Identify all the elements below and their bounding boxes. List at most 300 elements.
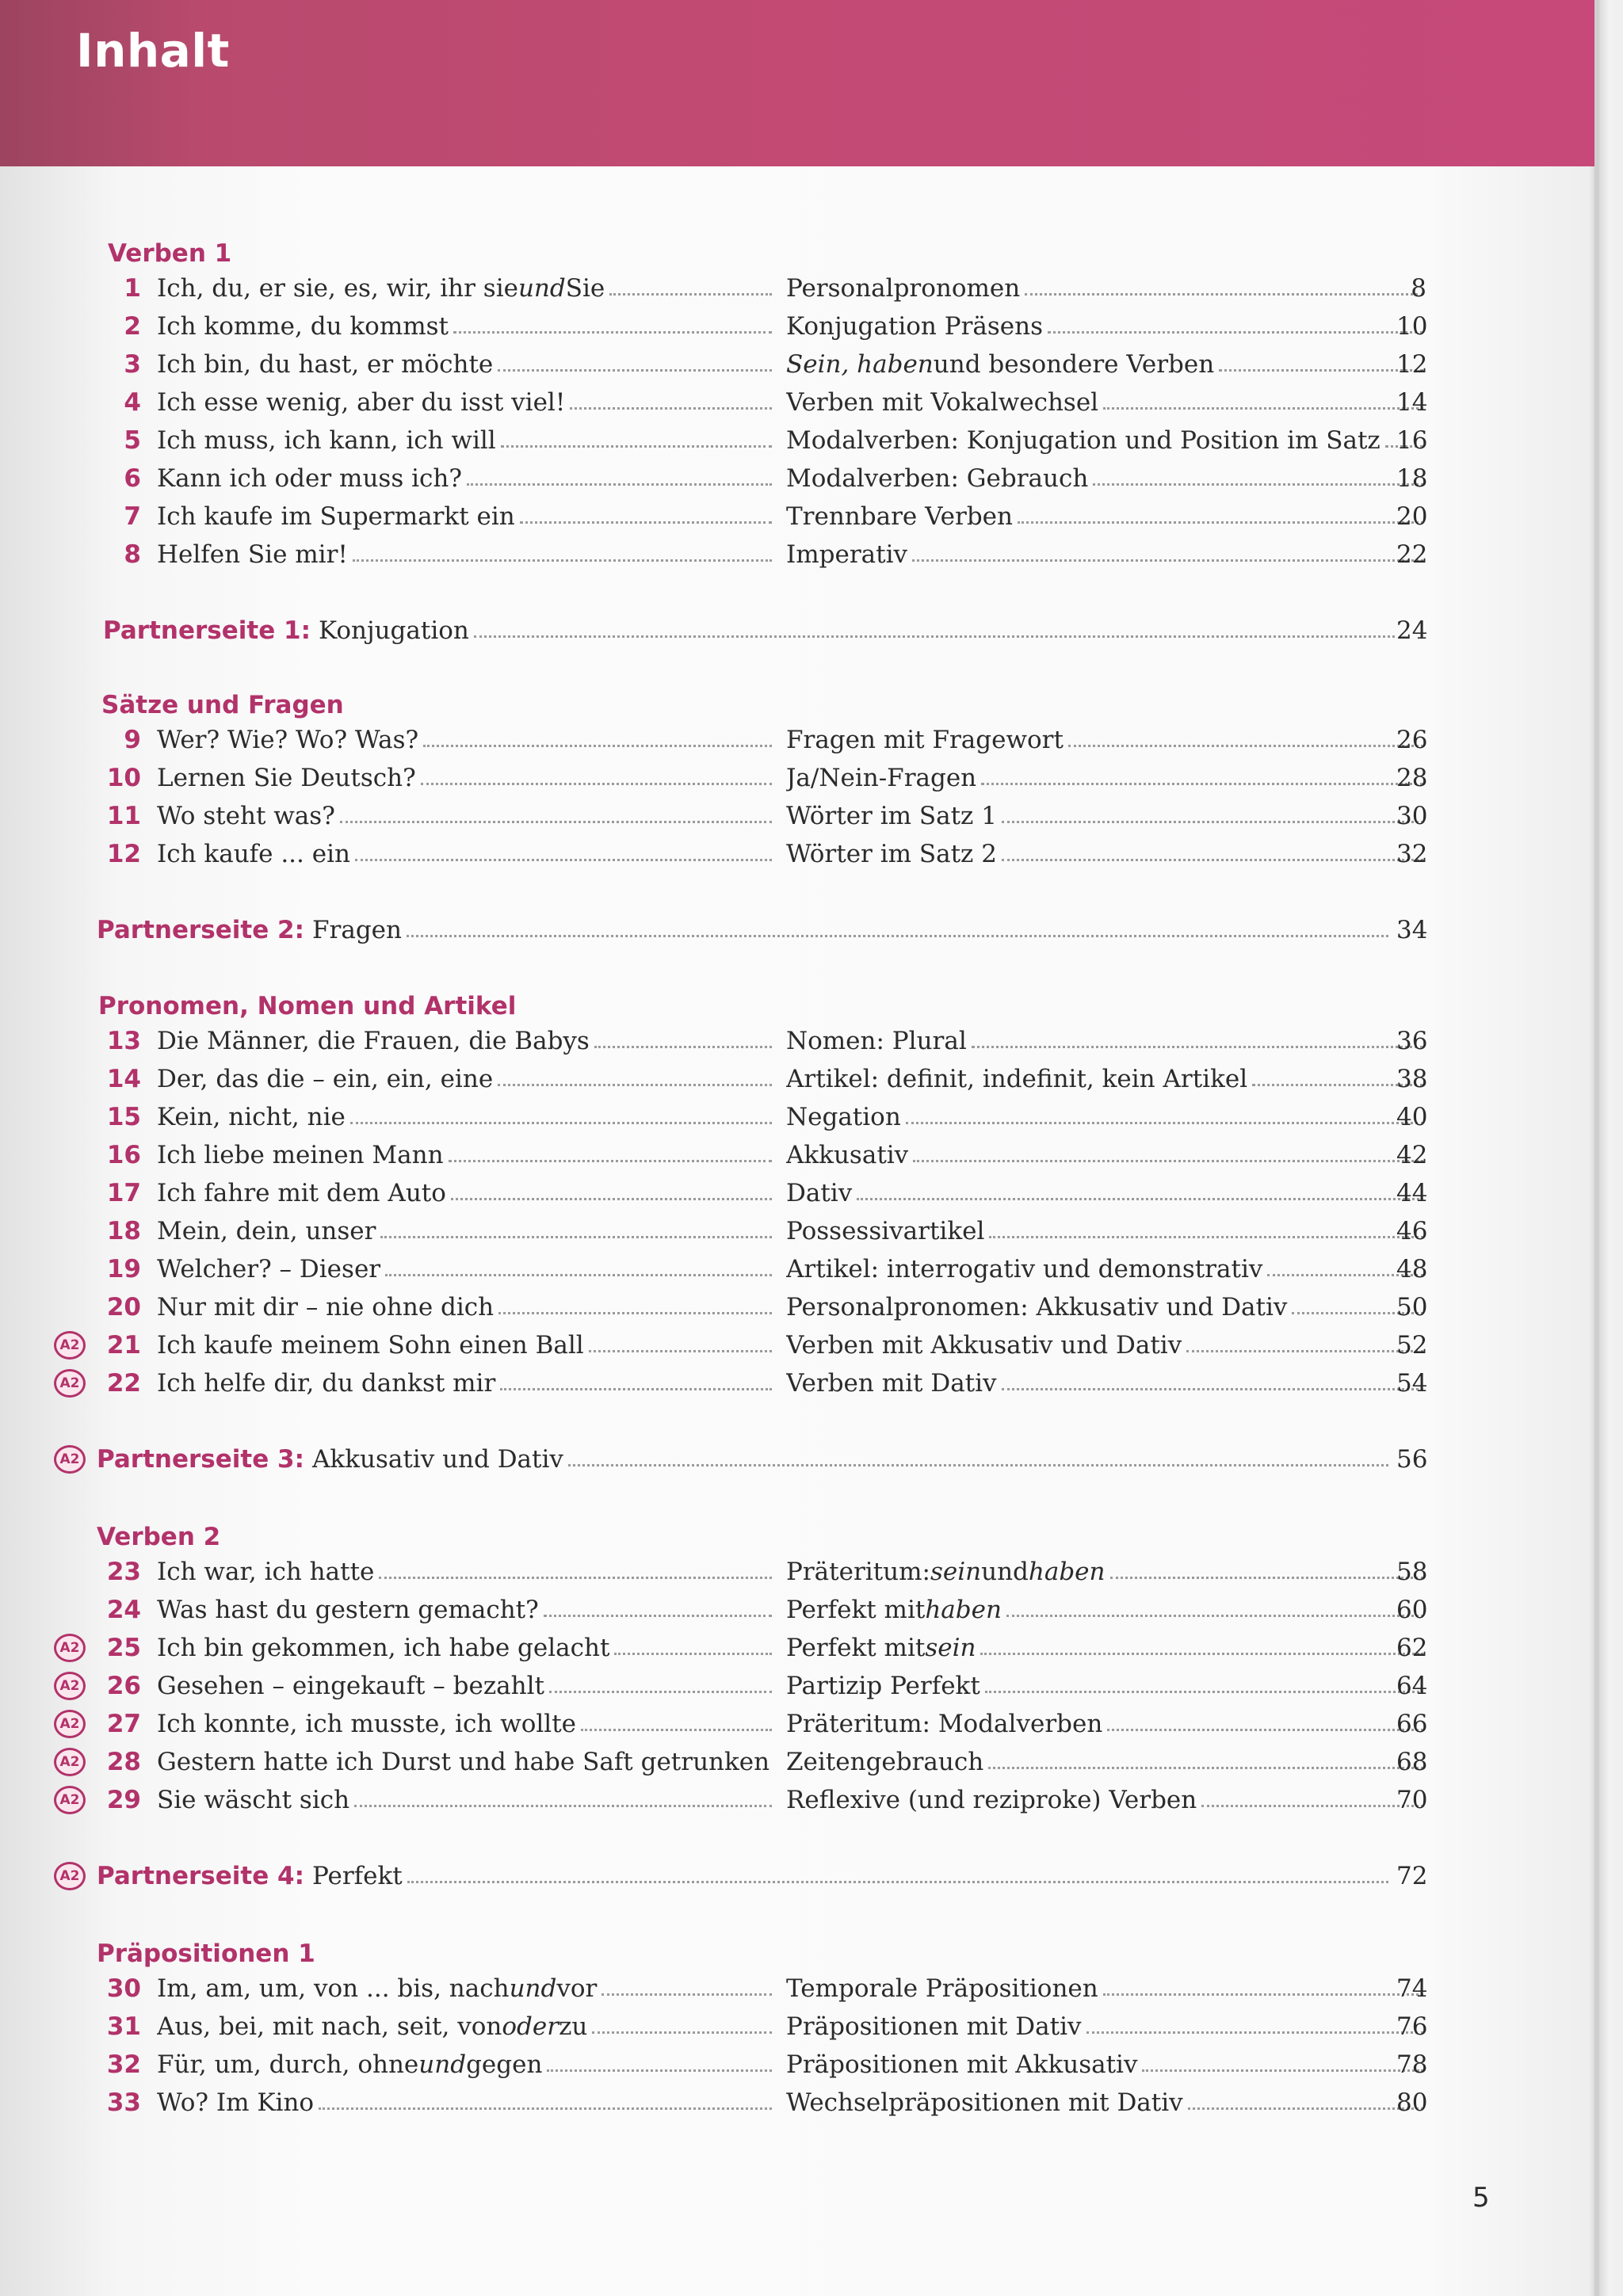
text-run: Zeitengebrauch — [786, 1748, 984, 1776]
text-run: Wörter im Satz 2 — [786, 840, 997, 868]
partner-topic: Konjugation — [319, 616, 469, 645]
dot-leader — [350, 1098, 772, 1124]
dot-leader — [568, 1440, 1388, 1466]
dot-leader — [980, 1629, 1423, 1655]
entry-topic — [157, 835, 775, 873]
entry-number: 27 — [106, 1710, 141, 1738]
entry-number: 32 — [106, 2050, 141, 2079]
dot-leader — [913, 1136, 1423, 1162]
entry-grammar — [786, 1250, 1426, 1288]
entry-page-number: 12 — [1396, 350, 1428, 379]
entry-page-number: 70 — [1396, 1786, 1428, 1814]
entry-number: 7 — [124, 502, 141, 531]
dot-leader — [1093, 460, 1423, 486]
text-run: Ich war, ich hatte — [157, 1558, 375, 1586]
a2-level-badge: A2 — [54, 1634, 86, 1662]
entry-page-number: 8 — [1411, 274, 1426, 303]
entry-topic — [157, 1970, 775, 2008]
text-run: Ich kaufe meinem Sohn einen Ball — [157, 1331, 584, 1360]
dot-leader — [981, 759, 1423, 785]
text-run: Personalpronomen: Akkusativ und Dativ — [786, 1293, 1288, 1322]
text-run: Die Männer, die Frauen, die Babys — [157, 1027, 590, 1055]
entry-topic — [157, 1098, 775, 1136]
entry-grammar — [786, 460, 1426, 498]
toc-entry[interactable] — [0, 759, 1623, 797]
dot-leader — [498, 1288, 772, 1314]
partner-label: Partnerseite 2: — [97, 916, 305, 944]
entry-page-number: 60 — [1396, 1596, 1428, 1624]
dot-leader — [1086, 2008, 1424, 2034]
entry-topic — [157, 1629, 775, 1667]
a2-level-badge: A2 — [54, 1672, 86, 1700]
dot-leader — [985, 1667, 1423, 1693]
entry-grammar — [786, 1174, 1426, 1212]
dot-leader — [1110, 1553, 1424, 1579]
text-run-italic: Sein, haben — [786, 350, 934, 379]
entry-topic — [157, 2046, 775, 2084]
toc-entry[interactable] — [0, 2008, 1623, 2046]
entry-page-number: 54 — [1396, 1369, 1428, 1398]
entry-page-number: 48 — [1396, 1255, 1428, 1283]
text-run: zu — [559, 2012, 588, 2041]
dot-leader — [972, 1022, 1423, 1048]
dot-leader — [544, 1591, 772, 1617]
entry-grammar — [786, 269, 1426, 307]
text-run: vor — [556, 1974, 598, 2003]
toc-entry[interactable] — [0, 1326, 1623, 1364]
text-run: Possessivartikel — [786, 1217, 985, 1245]
entry-number: 1 — [124, 274, 141, 303]
toc-entry[interactable] — [0, 1667, 1623, 1705]
text-run: Ich kaufe ... ein — [157, 840, 350, 868]
entry-grammar — [786, 1591, 1426, 1629]
text-run: Perfekt mit — [786, 1596, 926, 1624]
text-run: Kein, nicht, nie — [157, 1103, 346, 1131]
entry-grammar — [786, 2046, 1426, 2084]
dot-leader — [549, 1667, 772, 1693]
dot-leader — [1025, 269, 1423, 296]
partner-line — [97, 911, 1428, 949]
text-run: Präpositionen mit Akkusativ — [786, 2050, 1138, 2079]
entry-topic — [157, 383, 775, 421]
text-run: Reflexive (und reziproke) Verben — [786, 1786, 1197, 1814]
entry-grammar — [786, 759, 1426, 797]
entry-grammar — [786, 721, 1426, 759]
text-run-italic: oder — [502, 2012, 559, 2041]
a2-level-badge: A2 — [54, 1369, 86, 1398]
toc-entry[interactable] — [0, 1288, 1623, 1326]
entry-number: 5 — [124, 426, 141, 455]
toc-entry[interactable] — [0, 1364, 1623, 1402]
text-run: Wechselpräpositionen mit Dativ — [786, 2088, 1183, 2117]
dot-leader — [988, 1743, 1423, 1769]
entry-page-number: 58 — [1396, 1558, 1428, 1586]
entry-topic — [157, 269, 775, 307]
toc-entry[interactable] — [0, 536, 1623, 574]
entry-grammar — [786, 421, 1426, 460]
toc-entry[interactable] — [0, 2084, 1623, 2122]
dot-leader — [319, 2084, 772, 2110]
text-run: Sie wäscht sich — [157, 1786, 350, 1814]
text-run: Aus, bei, mit nach, seit, von — [157, 2012, 502, 2041]
entry-page-number: 50 — [1396, 1293, 1428, 1322]
a2-level-badge: A2 — [54, 1710, 86, 1738]
entry-topic — [157, 1667, 775, 1705]
dot-leader — [379, 1553, 772, 1579]
text-run: Nomen: Plural — [786, 1027, 967, 1055]
dot-leader — [453, 307, 772, 334]
entry-page-number: 18 — [1396, 464, 1428, 493]
dot-leader — [1103, 383, 1423, 410]
text-run: Ich helfe dir, du dankst mir — [157, 1369, 496, 1398]
text-run: Welcher? – Dieser — [157, 1255, 381, 1283]
text-run-italic: haben — [1028, 1558, 1106, 1586]
dot-leader — [989, 1212, 1423, 1238]
dot-leader — [1186, 1326, 1423, 1352]
entry-topic — [157, 759, 775, 797]
text-run: Ich muss, ich kann, ich will — [157, 426, 496, 455]
toc-entry[interactable] — [0, 1553, 1623, 1591]
entry-number: 15 — [106, 1103, 141, 1131]
toc-entry[interactable] — [0, 1705, 1623, 1743]
text-run: Artikel: definit, indefinit, kein Artikel — [786, 1065, 1248, 1093]
a2-level-badge: A2 — [54, 1862, 86, 1890]
partner-page-entry[interactable] — [0, 1857, 1623, 1895]
entry-grammar — [786, 498, 1426, 536]
text-run-italic: haben — [925, 1596, 1002, 1624]
entry-page-number: 74 — [1396, 1974, 1428, 2003]
text-run: Ich komme, du kommst — [157, 312, 449, 341]
entry-page-number: 42 — [1396, 1141, 1428, 1169]
entry-grammar — [786, 797, 1426, 835]
entry-number: 31 — [106, 2012, 141, 2041]
toc-entry[interactable] — [0, 1098, 1623, 1136]
entry-page-number: 30 — [1396, 802, 1428, 830]
text-run: Im, am, um, von ... bis, nach — [157, 1974, 510, 2003]
dot-leader — [1068, 721, 1423, 747]
dot-leader — [500, 1364, 772, 1390]
dot-leader — [1006, 1591, 1423, 1617]
entry-grammar — [786, 2084, 1426, 2122]
text-run: Ich kaufe im Supermarkt ein — [157, 502, 515, 531]
entry-number: 10 — [106, 764, 141, 792]
text-run: Ich bin, du hast, er möchte — [157, 350, 494, 379]
dot-leader — [1103, 1970, 1423, 1996]
dot-leader — [474, 612, 1395, 638]
text-run-italic: und — [509, 1974, 557, 2003]
entry-number: 28 — [106, 1748, 141, 1776]
text-run: Ich, du, er sie, es, wir, ihr sie — [157, 274, 518, 303]
dot-leader — [1002, 835, 1423, 861]
toc-entry[interactable] — [0, 498, 1623, 536]
dot-leader — [912, 536, 1423, 562]
toc-entry[interactable] — [0, 269, 1623, 307]
a2-level-badge: A2 — [54, 1786, 86, 1814]
entry-number: 22 — [106, 1369, 141, 1398]
entry-topic — [157, 1212, 775, 1250]
toc-entry[interactable] — [0, 383, 1623, 421]
entry-grammar — [786, 536, 1426, 574]
entry-page-number: 52 — [1396, 1331, 1428, 1360]
entry-number: 6 — [124, 464, 141, 493]
entry-page-number: 20 — [1396, 502, 1428, 531]
partner-topic: Akkusativ und Dativ — [312, 1445, 563, 1474]
entry-topic — [157, 1022, 775, 1060]
text-run: gegen — [466, 2050, 543, 2079]
entry-number: 24 — [106, 1596, 141, 1624]
entry-topic — [157, 536, 775, 574]
entry-grammar — [786, 1705, 1426, 1743]
dot-leader — [594, 1022, 772, 1048]
entry-topic — [157, 1553, 775, 1591]
partner-topic: Fragen — [312, 916, 402, 944]
entry-page-number: 64 — [1396, 1672, 1428, 1700]
partner-label: Partnerseite 4: — [97, 1862, 305, 1890]
text-run: Helfen Sie mir! — [157, 540, 348, 569]
toc-entry[interactable] — [0, 1781, 1623, 1819]
text-run: Gesehen – eingekauft – bezahlt — [157, 1672, 544, 1700]
dot-leader — [467, 460, 772, 486]
dot-leader — [1188, 2084, 1423, 2110]
entry-number: 20 — [106, 1293, 141, 1322]
dot-leader — [1142, 2046, 1423, 2072]
toc-entry[interactable] — [0, 345, 1623, 383]
partner-page-number: 56 — [1396, 1445, 1428, 1474]
dot-leader — [1002, 797, 1423, 823]
dot-leader — [449, 1136, 772, 1162]
dot-leader — [385, 1250, 772, 1276]
entry-number: 4 — [124, 388, 141, 417]
toc-entry[interactable] — [0, 1250, 1623, 1288]
text-run: Kann ich oder muss ich? — [157, 464, 462, 493]
entry-number: 9 — [124, 726, 141, 754]
dot-leader — [355, 835, 772, 861]
toc-entry[interactable] — [0, 797, 1623, 835]
toc-entry[interactable] — [0, 1212, 1623, 1250]
entry-grammar — [786, 1060, 1426, 1098]
entry-page-number: 76 — [1396, 2012, 1428, 2041]
entry-number: 25 — [106, 1634, 141, 1662]
entry-topic — [157, 1136, 775, 1174]
toc-entry[interactable] — [0, 835, 1623, 873]
partner-page-number: 24 — [1396, 616, 1428, 645]
section-title: Verben 1 — [108, 239, 232, 268]
text-run: Wo steht was? — [157, 802, 335, 830]
entry-page-number: 40 — [1396, 1103, 1428, 1131]
dot-leader — [547, 2046, 772, 2072]
entry-number: 11 — [106, 802, 141, 830]
text-run: Artikel: interrogativ und demonstrativ — [786, 1255, 1263, 1283]
a2-level-badge: A2 — [54, 1748, 86, 1776]
dot-leader — [589, 1326, 772, 1352]
entry-topic — [157, 1250, 775, 1288]
entry-topic — [157, 2008, 775, 2046]
entry-number: 13 — [106, 1027, 141, 1055]
text-run: Nur mit dir – nie ohne dich — [157, 1293, 495, 1322]
entry-number: 8 — [124, 540, 141, 569]
partner-topic: Perfekt — [312, 1862, 403, 1890]
partner-label: Partnerseite 3: — [97, 1445, 305, 1474]
text-run: Verben mit Akkusativ und Dativ — [786, 1331, 1182, 1360]
text-run: Ich liebe meinen Mann — [157, 1141, 444, 1169]
partner-line — [103, 612, 1431, 650]
entry-number: 26 — [106, 1672, 141, 1700]
dot-leader — [1107, 1705, 1423, 1731]
a2-level-badge: A2 — [54, 1331, 86, 1360]
entry-page-number: 68 — [1396, 1748, 1428, 1776]
text-run: Imperativ — [786, 540, 908, 569]
entry-grammar — [786, 1288, 1426, 1326]
partner-page-entry[interactable] — [0, 911, 1623, 949]
entry-page-number: 28 — [1396, 764, 1428, 792]
toc-entry[interactable] — [0, 1629, 1623, 1667]
entry-number: 16 — [106, 1141, 141, 1169]
entry-grammar — [786, 1781, 1426, 1819]
page-number: 5 — [1472, 2182, 1490, 2214]
toc-entry[interactable] — [0, 307, 1623, 345]
toc-entry[interactable] — [0, 721, 1623, 759]
entry-topic — [157, 1288, 775, 1326]
entry-topic — [157, 2084, 775, 2122]
text-run: und besondere Verben — [933, 350, 1215, 379]
dot-leader — [1018, 498, 1423, 524]
text-run: Akkusativ — [786, 1141, 909, 1169]
dot-leader — [592, 2008, 772, 2034]
toc-entry[interactable] — [0, 1022, 1623, 1060]
entry-topic — [157, 421, 775, 460]
dot-leader — [451, 1174, 772, 1200]
text-run: Der, das die – ein, ein, eine — [157, 1065, 494, 1093]
entry-grammar — [786, 383, 1426, 421]
entry-grammar — [786, 1743, 1426, 1781]
dot-leader — [407, 1857, 1388, 1883]
toc-entry[interactable] — [0, 1970, 1623, 2008]
partner-line — [97, 1857, 1428, 1895]
dot-leader — [609, 269, 772, 296]
entry-number: 12 — [106, 840, 141, 868]
dot-leader — [601, 1970, 772, 1996]
toc-entry[interactable] — [0, 1174, 1623, 1212]
entry-page-number: 22 — [1396, 540, 1428, 569]
entry-topic — [157, 1705, 775, 1743]
section-title: Sätze und Fragen — [101, 691, 344, 719]
entry-topic — [157, 1364, 775, 1402]
entry-grammar — [786, 1136, 1426, 1174]
dot-leader — [614, 1629, 772, 1655]
dot-leader — [498, 1060, 772, 1086]
text-run: Verben mit Vokalwechsel — [786, 388, 1099, 417]
entry-page-number: 80 — [1396, 2088, 1428, 2117]
entry-grammar — [786, 1970, 1426, 2008]
entry-number: 21 — [106, 1331, 141, 1360]
text-run: Was hast du gestern gemacht? — [157, 1596, 539, 1624]
entry-page-number: 10 — [1396, 312, 1428, 341]
text-run: Verben mit Dativ — [786, 1369, 997, 1398]
entry-number: 2 — [124, 312, 141, 341]
text-run: Gestern hatte ich Durst und habe Saft getrunken — [157, 1748, 770, 1776]
text-run: Wo? Im Kino — [157, 2088, 315, 2117]
dot-leader — [570, 383, 772, 410]
text-run: und — [981, 1558, 1029, 1586]
text-run: Ja/Nein-Fragen — [786, 764, 977, 792]
entry-number: 23 — [106, 1558, 141, 1586]
dot-leader — [423, 721, 772, 747]
entry-page-number: 62 — [1396, 1634, 1428, 1662]
dot-leader — [1002, 1364, 1423, 1390]
text-run: Modalverben: Konjugation und Position im Satz — [786, 426, 1381, 455]
dot-leader — [1219, 345, 1423, 372]
entry-grammar — [786, 1022, 1426, 1060]
entry-number: 33 — [106, 2088, 141, 2117]
page-title: Inhalt — [76, 24, 230, 78]
toc-entry[interactable] — [0, 421, 1623, 460]
entry-grammar — [786, 307, 1426, 345]
entry-topic — [157, 498, 775, 536]
partner-page-entry[interactable] — [0, 1440, 1623, 1478]
entry-grammar — [786, 345, 1426, 383]
dot-leader — [501, 421, 772, 448]
partner-label: Partnerseite 1: — [103, 616, 311, 645]
entry-grammar — [786, 1553, 1426, 1591]
entry-page-number: 36 — [1396, 1027, 1428, 1055]
text-run-italic: und — [517, 274, 566, 303]
text-run: Dativ — [786, 1179, 853, 1207]
entry-number: 14 — [106, 1065, 141, 1093]
partner-page-entry[interactable] — [0, 612, 1623, 650]
toc-entry[interactable] — [0, 1743, 1623, 1781]
toc-entry[interactable] — [0, 1591, 1623, 1629]
text-run: Ich fahre mit dem Auto — [157, 1179, 446, 1207]
text-run: Präpositionen mit Dativ — [786, 2012, 1082, 2041]
partner-line — [97, 1440, 1428, 1478]
dot-leader — [906, 1098, 1423, 1124]
dot-leader — [340, 797, 772, 823]
partner-page-number: 72 — [1396, 1862, 1428, 1890]
a2-level-badge: A2 — [54, 1445, 86, 1474]
text-run: Konjugation Präsens — [786, 312, 1044, 341]
entry-grammar — [786, 1629, 1426, 1667]
dot-leader — [1048, 307, 1423, 334]
entry-grammar — [786, 2008, 1426, 2046]
entry-topic — [157, 1174, 775, 1212]
entry-number: 19 — [106, 1255, 141, 1283]
entry-grammar — [786, 1098, 1426, 1136]
toc-entry[interactable] — [0, 460, 1623, 498]
text-run: Ich konnte, ich musste, ich wollte — [157, 1710, 577, 1738]
toc-entry[interactable] — [0, 2046, 1623, 2084]
text-run: Für, um, durch, ohne — [157, 2050, 419, 2079]
entry-page-number: 32 — [1396, 840, 1428, 868]
toc-entry[interactable] — [0, 1136, 1623, 1174]
text-run: Wörter im Satz 1 — [786, 802, 997, 830]
text-run: Perfekt mit — [786, 1634, 926, 1662]
text-run: Präteritum: — [786, 1558, 930, 1586]
text-run: Negation — [786, 1103, 901, 1131]
entry-page-number: 46 — [1396, 1217, 1428, 1245]
toc-entry[interactable] — [0, 1060, 1623, 1098]
entry-number: 18 — [106, 1217, 141, 1245]
dot-leader — [354, 1781, 772, 1807]
partner-page-number: 34 — [1396, 916, 1428, 944]
header-band — [0, 0, 1594, 166]
text-run: Sie — [565, 274, 605, 303]
entry-topic — [157, 1326, 775, 1364]
text-run: Temporale Präpositionen — [786, 1974, 1098, 2003]
section-title: Verben 2 — [97, 1523, 221, 1551]
entry-topic — [157, 345, 775, 383]
entry-grammar — [786, 1212, 1426, 1250]
entry-page-number: 78 — [1396, 2050, 1428, 2079]
